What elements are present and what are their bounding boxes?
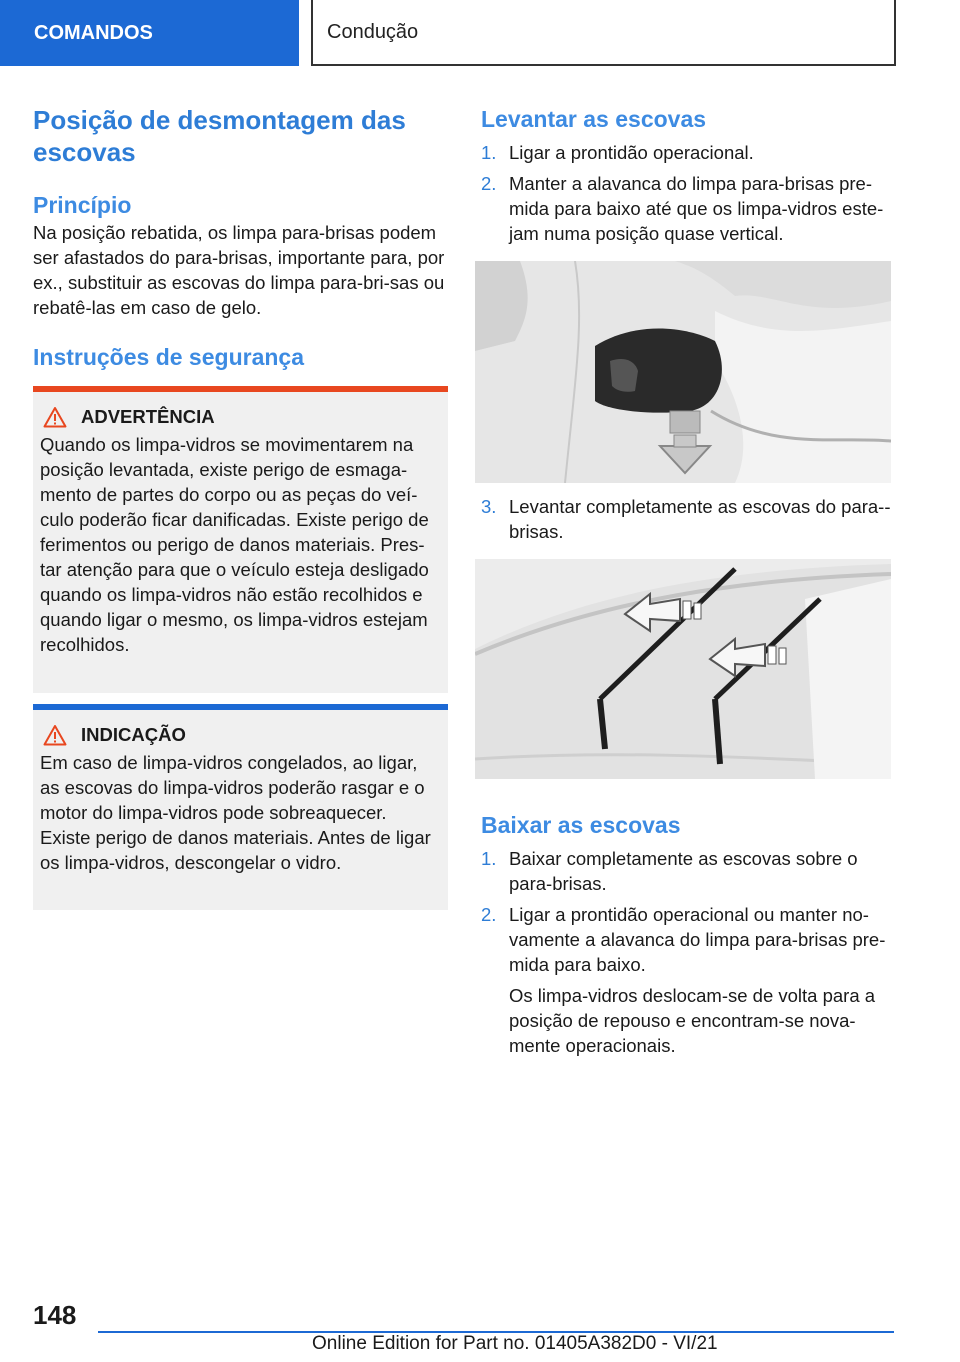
step-number: 1. — [481, 142, 497, 163]
notice-box — [33, 704, 448, 910]
step-number: 2. — [481, 173, 497, 194]
notice-label: INDICAÇÃO — [81, 724, 186, 745]
step-number: 1. — [481, 848, 497, 869]
lower-step — [481, 902, 893, 977]
raise-steps-list-cont — [481, 494, 893, 544]
lower-step — [481, 846, 893, 896]
notice-triangle-icon — [43, 724, 67, 746]
step-text: Ligar a prontidão operacional ou manter no-vamente a alavanca do limpa para-brisas pre-mida para baixo. — [509, 904, 886, 975]
warning-triangle-icon — [43, 406, 67, 428]
principle-heading: Princípio — [33, 192, 132, 218]
right-column — [481, 104, 893, 252]
left-column — [33, 104, 448, 372]
raise-step — [481, 140, 893, 165]
principle-text: Na posição rebatida, os limpa para-brisas podem ser afastados do para-brisas, importante para, por ex., substituir as escovas do limpa para-bri-sas ou rebatê-las em caso de gelo. — [33, 222, 445, 318]
notice-text: Em caso de limpa-vidros congelados, ao ligar, as escovas do limpa-vidros poderão rasgar e o motor do limpa-vidros pode sobreaquecer. Existe perigo de danos materiais. Antes de ligar os limpa-vidros, descongelar o vidro. — [40, 752, 431, 873]
step-text: Ligar a prontidão operacional. — [509, 142, 754, 163]
step-text: Manter a alavanca do limpa para-brisas pre-mida para baixo até que os limpa-vidros este-jam numa posição quase vertical. — [509, 173, 884, 244]
raise-step — [481, 494, 893, 544]
raise-step-3-container — [481, 494, 893, 550]
warning-title — [40, 406, 440, 428]
notice-title — [40, 724, 440, 746]
safety-heading: Instruções de segurança — [33, 344, 304, 370]
warning-text: Quando os limpa-vidros se movimentarem na posição levantada, existe perigo de esmaga-mento de partes do corpo ou as peças do veí-culo poderão ficar danificadas. Existe perigo de ferimentos ou perigo de danos materiais. Pres-tar atenção para que o veículo esteja desligado quando os limpa-vidros não estão recolhidos e quando ligar o mesmo, os limpa-vidros estejam recolhidos. — [40, 434, 429, 655]
raise-steps-list — [481, 140, 893, 246]
section-tab — [0, 0, 299, 66]
warning-label: ADVERTÊNCIA — [81, 406, 215, 427]
chapter-header — [311, 0, 896, 66]
lower-note: Os limpa-vidros deslocam-se de volta para a posição de repouso e encontram-se nova-mente operacionais. — [509, 985, 876, 1056]
step-number: 3. — [481, 496, 497, 517]
page-number: 148 — [33, 1300, 77, 1330]
page-title: Posição de desmontagem das escovas — [33, 105, 406, 167]
footer-edition: Online Edition for Part no. 01405A382D0 - VI/21 — [312, 1333, 718, 1354]
lower-steps-list — [481, 846, 893, 977]
step-text: Levantar completamente as escovas do para--brisas. — [509, 496, 891, 542]
warning-box — [33, 386, 448, 693]
chapter-label: Condução — [327, 20, 419, 43]
lower-heading: Baixar as escovas — [481, 812, 681, 838]
wiper-blades-illustration — [475, 559, 891, 779]
step-number: 2. — [481, 904, 497, 925]
step-text: Baixar completamente as escovas sobre o para-brisas. — [509, 848, 858, 894]
wiper-lever-illustration — [475, 261, 891, 483]
raise-step — [481, 171, 893, 246]
raise-heading: Levantar as escovas — [481, 106, 707, 132]
section-label: COMANDOS — [34, 21, 153, 44]
lower-section — [481, 810, 893, 1058]
